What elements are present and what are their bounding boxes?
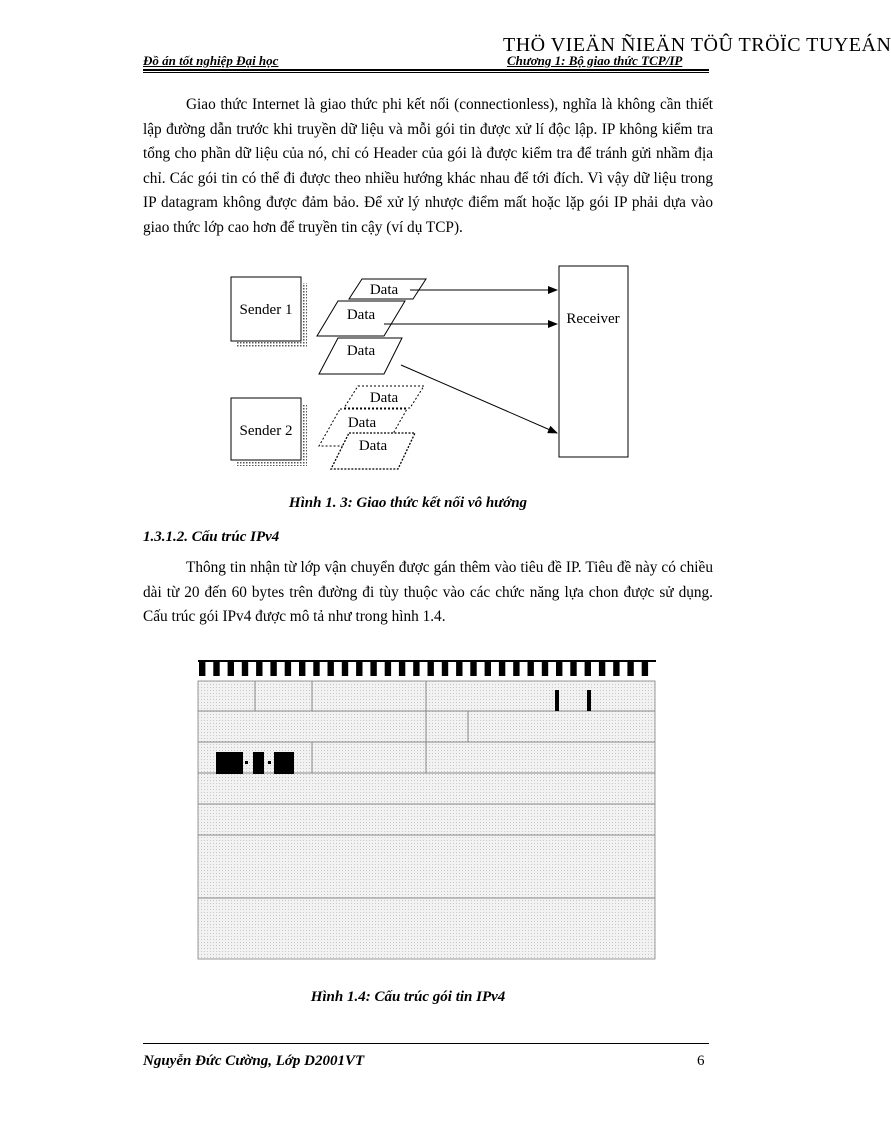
bit-tick bbox=[570, 662, 576, 676]
bit-tick bbox=[599, 662, 605, 676]
svg-text:Data: Data bbox=[346, 307, 376, 323]
svg-text:Data: Data bbox=[369, 390, 399, 406]
bit-tick bbox=[199, 662, 205, 676]
svg-text:Data: Data bbox=[358, 438, 388, 454]
footer-author: Nguyễn Đức Cường, Lớp D2001VT bbox=[143, 1053, 365, 1069]
svg-text:Data: Data bbox=[347, 415, 377, 431]
arrow-3 bbox=[401, 365, 557, 433]
page-number: 6 bbox=[697, 1053, 705, 1069]
bit-tick bbox=[627, 662, 633, 676]
footer-rule bbox=[143, 1043, 709, 1044]
figure-1-caption: Hình 1. 3: Giao thức kết nối vô hướng bbox=[288, 495, 528, 511]
header-rule-thin bbox=[143, 72, 709, 73]
bit-tick bbox=[256, 662, 262, 676]
bit-tick bbox=[470, 662, 476, 676]
bit-tick bbox=[385, 662, 391, 676]
bit-tick bbox=[270, 662, 276, 676]
connectionless-diagram bbox=[0, 255, 816, 485]
packet-2a bbox=[344, 386, 424, 408]
bit-tick bbox=[299, 662, 305, 676]
packet-1b bbox=[317, 301, 405, 336]
bit-tick bbox=[242, 662, 248, 676]
bit-tick bbox=[542, 662, 548, 676]
bit-tick bbox=[313, 662, 319, 676]
sender-1-label: Sender 1 bbox=[239, 302, 293, 318]
sender-2-label: Sender 2 bbox=[239, 423, 293, 439]
bit-tick bbox=[456, 662, 462, 676]
bit-tick bbox=[213, 662, 219, 676]
figure-2-caption: Hình 1.4: Cấu trúc gói tin IPv4 bbox=[310, 989, 506, 1005]
svg-text:Data: Data bbox=[369, 282, 399, 298]
bit-tick bbox=[528, 662, 534, 676]
bit-tick bbox=[642, 662, 648, 676]
bit-tick bbox=[399, 662, 405, 676]
bit-tick bbox=[513, 662, 519, 676]
sender-1-box bbox=[231, 277, 307, 347]
bit-tick bbox=[556, 662, 562, 676]
bit-tick bbox=[585, 662, 591, 676]
bit-tick bbox=[328, 662, 334, 676]
packet-1a bbox=[349, 279, 426, 299]
header-rule bbox=[143, 69, 709, 71]
bit-tick bbox=[370, 662, 376, 676]
bit-tick bbox=[499, 662, 505, 676]
bit-tick bbox=[442, 662, 448, 676]
receiver-label: Receiver bbox=[566, 311, 620, 327]
bit-tick bbox=[428, 662, 434, 676]
svg-text:Data: Data bbox=[346, 343, 376, 359]
sender-2-box bbox=[231, 398, 307, 466]
header-left: Đồ án tốt nghiệp Đại học bbox=[143, 53, 279, 68]
bit-tick bbox=[342, 662, 348, 676]
bit-tick bbox=[613, 662, 619, 676]
paragraph-1: Giao thức Internet là giao thức phi kết nối (connectionless), nghĩa là không cần thiết lập đường dẫn trước khi truyền dữ liệu và mỗi gói tin được xử lí độc lập. IP không kiểm tra tổng cho phần dữ liệu của nó, chỉ có Header của gói là được kiểm tra để tránh gửi nhầm địa chỉ. Các gói tin có thể đi được theo nhiều hướng khác nhau để tới đích. Vì vậy dữ liệu trong IP datagram không được đảm bảo. Để xử lý nhược điểm mất hoặc lặp gói IP phải dựa vào giao thức lớp cao hơn để truyền tin cậy (ví dụ TCP). bbox=[143, 96, 713, 236]
receiver-box bbox=[559, 266, 628, 457]
bit-tick bbox=[356, 662, 362, 676]
bit-tick bbox=[228, 662, 234, 676]
header-right: Chương 1: Bộ giao thức TCP/IP bbox=[507, 53, 683, 68]
paragraph-2: Thông tin nhận từ lớp vận chuyển được gán thêm vào tiêu đề IP. Tiêu đề này có chiều dài từ 20 đến 60 bytes trên đường đi tùy thuộc vào các chức năng lựa chon được sử dụng. Cấu trúc gói IPv4 được mô tả như trong hình 1.4. bbox=[143, 559, 713, 626]
bit-tick bbox=[413, 662, 419, 676]
bit-ruler bbox=[198, 661, 656, 676]
bit-tick bbox=[285, 662, 291, 676]
packet-1c bbox=[319, 338, 402, 374]
watermark: THÖ VIEÄN ÑIEÄN TÖÛ TRÖÏC TUYEÁN bbox=[503, 34, 891, 56]
bit-tick bbox=[485, 662, 491, 676]
section-title: 1.3.1.2. Cấu trúc IPv4 bbox=[143, 529, 280, 545]
ipv4-structure-diagram bbox=[0, 655, 816, 965]
